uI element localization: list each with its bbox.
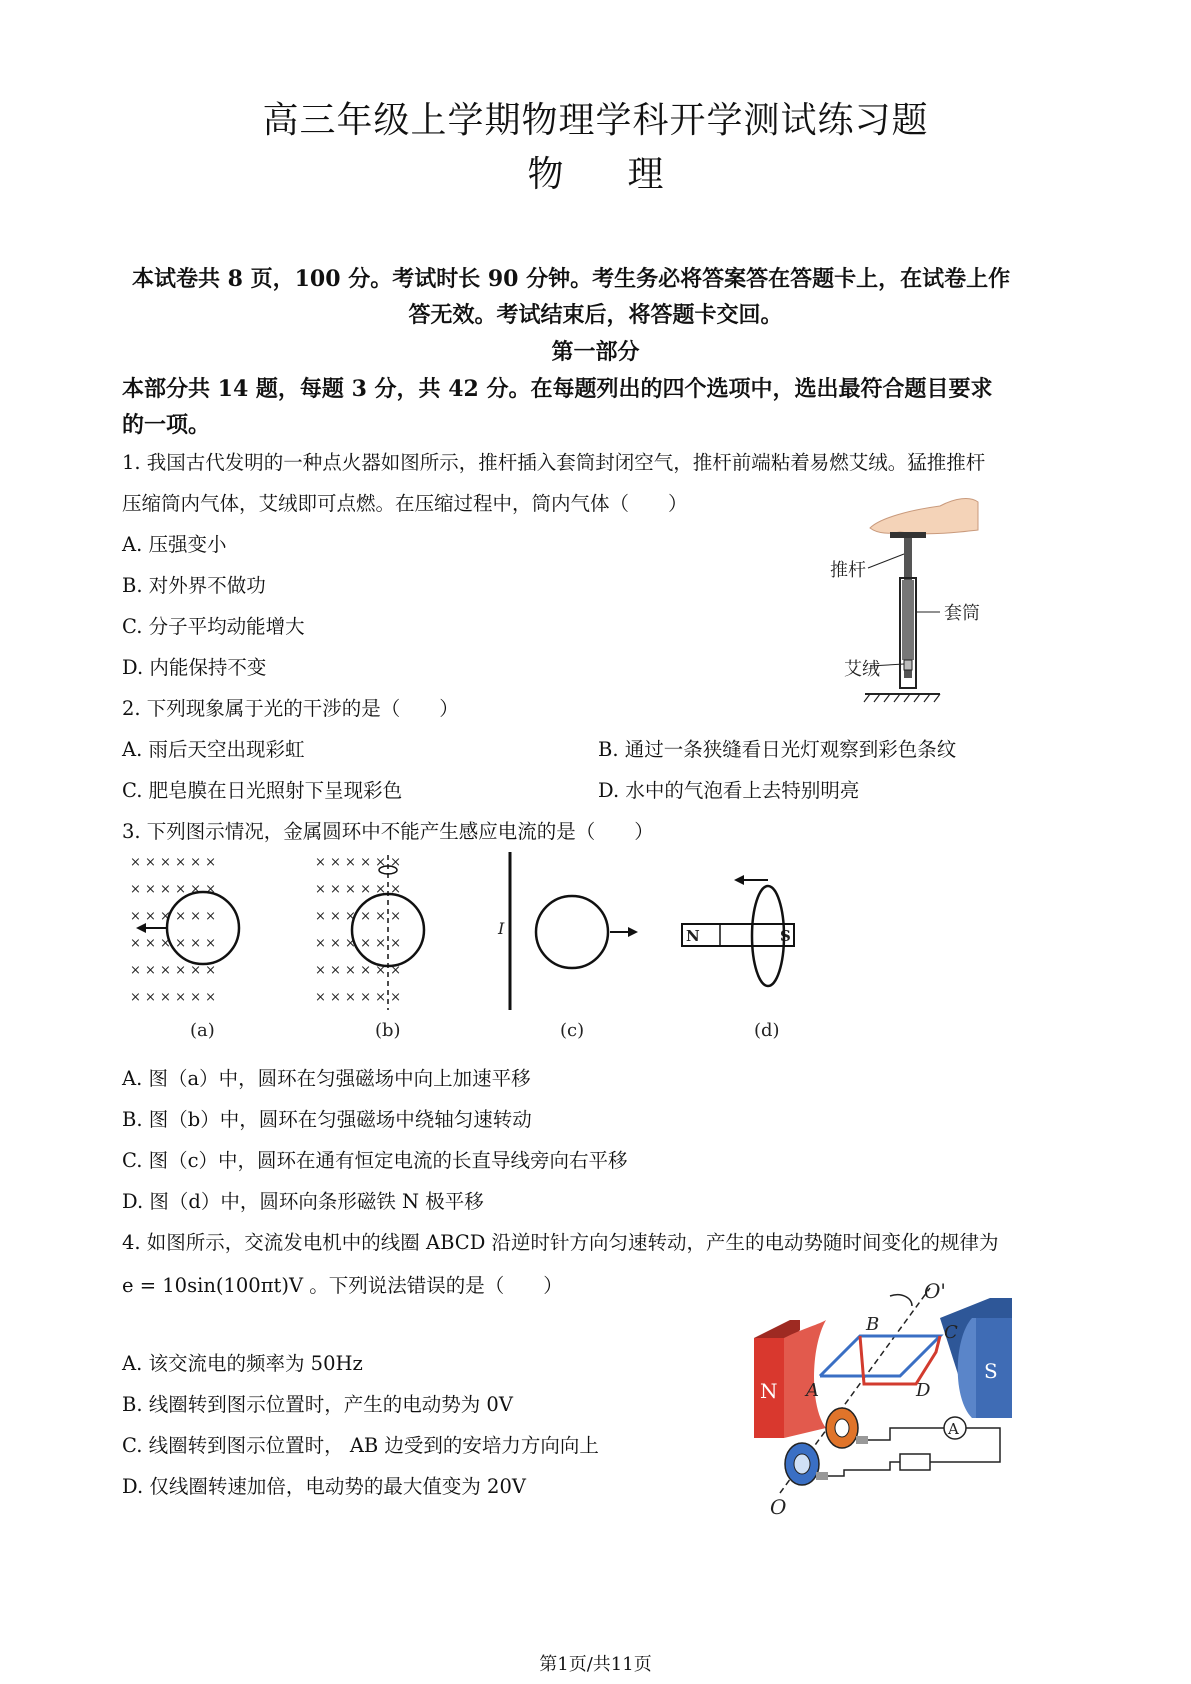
hand-shape xyxy=(870,499,978,534)
svg-text:× × × × × ×: × × × × × × xyxy=(130,963,217,978)
q2-option-b: B. 通过一条狭缝看日光灯观察到彩色条纹 xyxy=(598,738,957,761)
q4-generator-figure xyxy=(740,1278,1030,1518)
label-magnet-n: N xyxy=(686,927,700,945)
q1-stem-line1: 1. 我国古代发明的一种点火器如图所示，推杆插入套筒封闭空气，推杆前端粘着易燃艾绒。猛推推杆 xyxy=(122,451,986,474)
label-c: C xyxy=(944,1322,958,1343)
label-a: A xyxy=(806,1380,819,1401)
svg-text:× × × × × ×: × × × × × × xyxy=(130,909,217,924)
q1-option-c: C. 分子平均动能增大 xyxy=(122,615,305,638)
figure-c xyxy=(497,852,638,1041)
svg-text:× × × × × ×: × × × × × × xyxy=(315,909,402,924)
label-fig-c: (c) xyxy=(560,1020,585,1041)
exam-title: 高三年级上学期物理学科开学测试练习题 xyxy=(262,100,929,141)
svg-text:× × × × × ×: × × × × × × xyxy=(315,963,402,978)
label-fig-d: (d) xyxy=(754,1020,780,1041)
q3-figures xyxy=(120,850,820,1045)
label-o: O xyxy=(770,1495,787,1518)
label-tinder: 艾绒 xyxy=(844,659,880,680)
q2-stem: 2. 下列现象属于光的干涉的是（ ） xyxy=(122,697,459,720)
label-fig-b: (b) xyxy=(375,1020,401,1041)
q3-option-a: A. 图（a）中，圆环在匀强磁场中向上加速平移 xyxy=(122,1067,531,1090)
figure-a xyxy=(130,855,239,1041)
q4-option-d: D. 仅线圈转速加倍，电动势的最大值变为 20V xyxy=(122,1475,526,1498)
q1-option-d: D. 内能保持不变 xyxy=(122,656,267,679)
q4-stem-line2: e = 10sin(100πt)V 。下列说法错误的是（ ） xyxy=(122,1274,563,1297)
q4-option-a: A. 该交流电的频率为 50Hz xyxy=(122,1352,363,1375)
label-n-pole: N xyxy=(760,1379,778,1403)
label-fig-a: (a) xyxy=(190,1020,215,1041)
magnet-s-block xyxy=(940,1298,1012,1418)
label-d: D xyxy=(916,1380,931,1401)
label-s-pole: S xyxy=(984,1359,998,1383)
svg-text:× × × × × ×: × × × × × × xyxy=(315,936,402,951)
q3-option-b: B. 图（b）中，圆环在匀强磁场中绕轴匀速转动 xyxy=(122,1108,532,1131)
subject-title: 物理 xyxy=(527,154,728,195)
svg-text:× × × × × ×: × × × × × × xyxy=(130,855,217,870)
tinder-block xyxy=(904,660,912,670)
q1-option-b: B. 对外界不做功 xyxy=(122,574,266,597)
label-sleeve: 套筒 xyxy=(944,603,980,624)
q2-option-c: C. 肥皂膜在日光照射下呈现彩色 xyxy=(122,779,403,802)
svg-text:× × × × × ×: × × × × × × xyxy=(130,990,217,1005)
magnet-n-block xyxy=(754,1320,826,1438)
q1-option-a: A. 压强变小 xyxy=(122,533,227,556)
label-current-i: I xyxy=(498,919,505,938)
figure-d xyxy=(682,875,794,1041)
svg-text:× × × × × ×: × × × × × × xyxy=(315,990,402,1005)
coil-blue xyxy=(820,1336,940,1376)
q2-option-a: A. 雨后天空出现彩虹 xyxy=(122,738,305,761)
label-o-prime: O' xyxy=(924,1279,946,1303)
part1-desc-line2: 的一项。 xyxy=(122,412,211,438)
q2-option-d: D. 水中的气泡看上去特别明亮 xyxy=(598,779,860,802)
push-cap xyxy=(890,532,926,538)
svg-text:× × × × × ×: × × × × × × xyxy=(130,882,217,897)
label-ammeter: A xyxy=(948,1420,959,1438)
instructions-line1: 本试卷共 8 页，100 分。考试时长 90 分钟。考生务必将答案答在答题卡上，在试卷上作 xyxy=(132,266,1011,292)
svg-text:× × × × × ×: × × × × × × xyxy=(315,882,402,897)
q4-option-c: C. 线圈转到图示位置时， AB 边受到的安培力方向向上 xyxy=(122,1434,599,1457)
q4-option-b: B. 线圈转到图示位置时，产生的电动势为 0V xyxy=(122,1393,513,1416)
svg-text:× × × × × ×: × × × × × × xyxy=(315,855,402,870)
part1-heading: 第一部分 xyxy=(551,339,640,365)
instructions-line2: 答无效。考试结束后，将答题卡交回。 xyxy=(408,302,783,328)
sleeve-fill xyxy=(902,580,914,660)
q1-fire-piston-figure xyxy=(820,488,1020,708)
label-magnet-s: S xyxy=(780,927,791,945)
resistor xyxy=(900,1454,930,1470)
part1-desc-line1: 本部分共 14 题，每题 3 分，共 42 分。在每题列出的四个选项中，选出最符合题目要求 xyxy=(122,376,993,402)
svg-text:× × × × × ×: × × × × × × xyxy=(130,936,217,951)
q1-stem-line2: 压缩筒内气体，艾绒即可点燃。在压缩过程中，筒内气体（ ） xyxy=(122,492,688,515)
q4-stem-line1: 4. 如图所示，交流发电机中的线圈 ABCD 沿逆时针方向匀速转动，产生的电动势随时间变化的规律为 xyxy=(122,1231,999,1254)
label-push-rod: 推杆 xyxy=(830,560,866,581)
q3-option-c: C. 图（c）中，圆环在通有恒定电流的长直导线旁向右平移 xyxy=(122,1149,628,1172)
figure-b xyxy=(315,855,424,1041)
page-footer: 第1页/共11页 xyxy=(539,1654,652,1675)
label-b: B xyxy=(866,1314,880,1335)
q3-stem: 3. 下列图示情况，金属圆环中不能产生感应电流的是（ ） xyxy=(122,820,654,843)
q3-option-d: D. 图（d）中，圆环向条形磁铁 N 极平移 xyxy=(122,1190,484,1213)
